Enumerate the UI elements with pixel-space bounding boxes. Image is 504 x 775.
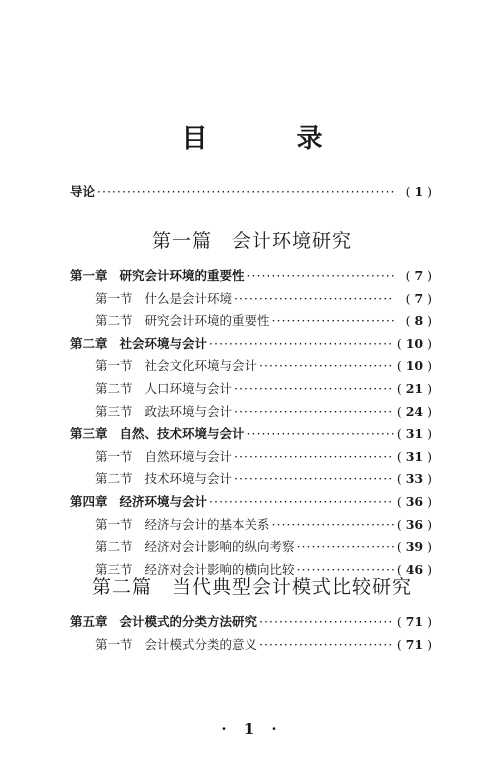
toc-entry-chapter-number: 第三章: [70, 426, 108, 442]
dot-leader: [234, 469, 394, 489]
toc-entry-section[interactable]: [95, 311, 432, 331]
toc-entry-chapter-title: 会计模式的分类方法研究: [119, 614, 258, 629]
dot-leader: [247, 266, 394, 286]
toc-entry-section-page: ( 7 ): [396, 289, 432, 309]
toc-entry-chapter-page: ( 7 ): [396, 266, 432, 286]
toc-entry-chapter-title: 经济环境与会计: [119, 494, 208, 509]
dot-leader: [272, 515, 394, 535]
toc-entry-section-title: 什么是会计环境: [144, 290, 233, 306]
dot-leader: [272, 311, 394, 331]
toc-entry-section-page: ( 71 ): [396, 635, 432, 655]
part-heading: 第二篇 当代典型会计模式比较研究: [91, 576, 412, 598]
toc-entry-section-title: 自然环境与会计: [144, 448, 233, 464]
dot-leader: [234, 289, 394, 309]
toc-entry-section-title: 人口环境与会计: [144, 381, 233, 396]
toc-entry-section[interactable]: [95, 356, 432, 376]
toc-entry-section-number: 第二节: [95, 539, 133, 555]
toc-entry-section-number: 第二节: [95, 313, 133, 329]
toc-entry-section-page: ( 31 ): [396, 447, 432, 467]
toc-entry-section-title: 政法环境与会计: [144, 403, 233, 419]
toc-entry-section-number: 第一节: [95, 358, 133, 374]
dot-leader: [209, 334, 394, 354]
toc-entry-chapter-title: 研究会计环境的重要性: [119, 268, 245, 283]
toc-entry-section-page: ( 24 ): [396, 402, 432, 422]
toc-entry-chapter-page: ( 71 ): [396, 612, 432, 632]
toc-entry-section-title: 技术环境与会计: [144, 471, 233, 487]
toc-entry-section-title: 社会文化环境与会计: [144, 358, 258, 374]
toc-entry-chapter[interactable]: [70, 266, 432, 286]
toc-entry-section-page: ( 21 ): [396, 379, 432, 399]
dot-leader: [97, 182, 394, 202]
toc-entry-section-number: 第三节: [95, 561, 133, 577]
toc-entry-section-title: 经济对会计影响的纵向考察: [144, 539, 295, 555]
toc-entry-chapter-page: ( 36 ): [396, 492, 432, 512]
toc-entry-section[interactable]: [95, 469, 432, 489]
toc-entry-section-number: 第一节: [95, 290, 133, 306]
toc-entry-section-number: 第一节: [95, 516, 133, 532]
toc-entry-section[interactable]: [95, 537, 432, 557]
toc-entry-chapter-page: ( 31 ): [396, 424, 432, 444]
toc-entry-section-page: ( 33 ): [396, 469, 432, 489]
toc-entry-chapter-title: 自然、技术环境与会计: [119, 426, 245, 442]
toc-entry-section[interactable]: [95, 379, 432, 399]
toc-entry-section-title: 会计模式分类的意义: [144, 636, 258, 652]
toc-entry-section[interactable]: [95, 635, 432, 655]
toc-entry-chapter-number: 第五章: [70, 614, 108, 629]
toc-entry-section-page: ( 39 ): [396, 537, 432, 557]
toc-entry-chapter[interactable]: [70, 492, 432, 512]
toc-entry-section[interactable]: [95, 402, 432, 422]
dot-leader: [234, 379, 394, 399]
toc-entry-section-page: ( 8 ): [396, 311, 432, 331]
toc-entry-chapter-number: 第二章: [70, 335, 108, 351]
dot-leader: [234, 447, 394, 467]
toc-entry-section-number: 第二节: [95, 381, 133, 396]
dot-leader: [209, 492, 394, 512]
toc-entry-section-number: 第二节: [95, 471, 133, 487]
page-number: · 1 ·: [221, 720, 283, 738]
toc-entry-section-title: 经济对会计影响的横向比较: [144, 561, 295, 577]
toc-entry-section-number: 第三节: [95, 403, 133, 419]
toc-entry-section-title: 经济与会计的基本关系: [144, 516, 270, 532]
toc-entry-chapter[interactable]: [70, 612, 432, 632]
toc-entry-section[interactable]: [95, 515, 432, 535]
toc-entry-section-title: 研究会计环境的重要性: [144, 313, 270, 329]
toc-entry-section[interactable]: [95, 447, 432, 467]
dot-leader: [234, 402, 394, 422]
toc-entry-intro-page: ( 1 ): [396, 182, 432, 202]
toc-entry-intro-title: 导论: [70, 184, 96, 199]
toc-entry-chapter[interactable]: [70, 424, 432, 444]
toc-entry-section-number: 第一节: [95, 448, 133, 464]
toc-entry-section[interactable]: [95, 289, 432, 309]
toc-entry-intro[interactable]: [70, 182, 432, 202]
toc-entry-section-page: ( 10 ): [396, 356, 432, 376]
page-title: 目 录: [181, 124, 363, 154]
toc-entry-chapter-page: ( 10 ): [396, 334, 432, 354]
dot-leader: [297, 537, 394, 557]
toc-entry-chapter-number: 第四章: [70, 494, 108, 509]
dot-leader: [247, 424, 394, 444]
dot-leader: [259, 356, 394, 376]
part-heading: 第一篇 会计环境研究: [151, 230, 352, 252]
toc-entry-chapter-number: 第一章: [70, 268, 108, 283]
toc-entry-chapter-title: 社会环境与会计: [119, 335, 208, 351]
toc-entry-section-page: ( 36 ): [396, 515, 432, 535]
toc-entry-section-number: 第一节: [95, 636, 133, 652]
dot-leader: [259, 635, 394, 655]
toc-entry-section-page: ( 46 ): [396, 560, 432, 580]
dot-leader: [259, 612, 394, 632]
toc-entry-chapter[interactable]: [70, 334, 432, 354]
